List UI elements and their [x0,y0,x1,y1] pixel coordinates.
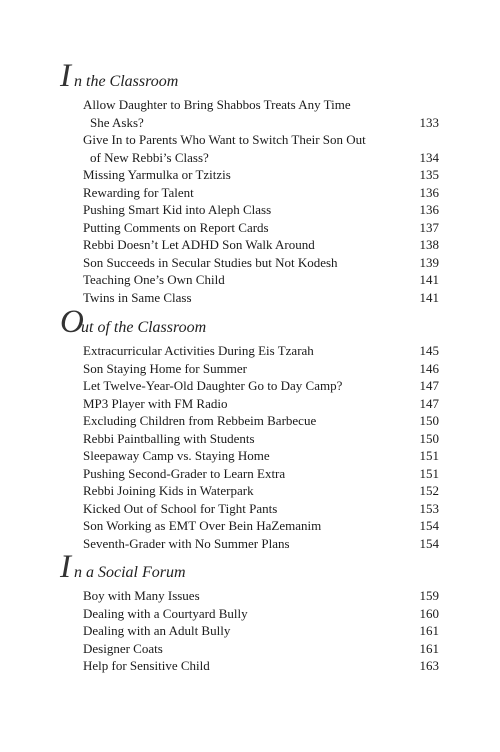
entry-title[interactable]: Kicked Out of School for Tight Pants [83,500,278,516]
toc-entry[interactable] [0,622,500,640]
toc-section [0,551,500,675]
toc-entry[interactable] [0,360,500,378]
page-number: 136 [419,202,439,217]
entry-title[interactable]: Pushing Smart Kid into Aleph Class [83,202,272,217]
heading-initial: I [60,549,71,585]
page-number: 152 [419,483,439,498]
entry-title[interactable]: Allow Daughter to Bring Shabbos Treats Any Time [83,97,351,112]
page-number: 139 [419,254,439,270]
page-number: 134 [419,149,439,165]
entry-title[interactable]: Help for Sensitive Child [83,658,210,673]
entry-list [0,342,500,552]
toc-entry[interactable] [0,395,500,413]
toc-entry[interactable] [0,412,500,430]
entry-title-cont[interactable]: of New Rebbi’s Class? [90,149,209,165]
toc-entry[interactable] [0,96,500,114]
toc-entry[interactable] [0,430,500,448]
toc-entry[interactable] [0,465,500,483]
entry-title[interactable]: Pushing Second-Grader to Learn Extra [83,465,286,481]
entry-title[interactable]: Putting Comments on Report Cards [83,219,269,235]
entry-title[interactable]: Twins in Same Class [83,289,192,305]
entry-title[interactable]: Sleepaway Camp vs. Staying Home [83,448,270,463]
toc-entry[interactable] [0,517,500,535]
entry-title[interactable]: Rewarding for Talent [83,184,194,200]
toc-entry[interactable] [0,201,500,219]
page-number: 151 [419,448,439,463]
heading-text: n the Classroom [74,73,179,90]
toc-entry[interactable] [0,271,500,289]
toc-entry[interactable] [0,131,500,149]
toc-entry[interactable] [0,657,500,675]
page-number: 163 [419,658,439,673]
heading-initial: O [60,304,84,340]
page-number: 150 [419,413,439,428]
page-number: 160 [419,605,439,621]
toc-entry-cont[interactable] [0,149,500,167]
page-number: 136 [419,184,439,200]
page-number: 161 [419,623,439,638]
toc-entry[interactable] [0,236,500,254]
entry-title[interactable]: Rebbi Doesn’t Let ADHD Son Walk Around [83,237,315,252]
entry-title[interactable]: Dealing with an Adult Bully [83,623,231,638]
entry-title[interactable]: Designer Coats [83,640,163,656]
page-number: 161 [419,640,439,656]
entry-title[interactable]: Son Succeeds in Secular Studies but Not Kodesh [83,254,338,270]
toc-entry[interactable] [0,377,500,395]
page-number: 141 [419,289,439,305]
entry-title[interactable]: Dealing with a Courtyard Bully [83,605,248,621]
page-number: 150 [419,430,439,446]
entry-title[interactable]: Let Twelve-Year-Old Daughter Go to Day Camp? [83,378,343,393]
entry-title[interactable]: Missing Yarmulka or Tzitzis [83,167,231,182]
toc-entry[interactable] [0,640,500,658]
entry-title[interactable]: Teaching One’s Own Child [83,272,225,287]
page-number: 147 [419,395,439,411]
toc-entry[interactable] [0,447,500,465]
entry-list [0,96,500,306]
entry-title[interactable]: Boy with Many Issues [83,588,200,603]
page-number: 146 [419,360,439,376]
toc-entry[interactable] [0,500,500,518]
page-number: 137 [419,219,439,235]
toc-section [0,60,500,306]
toc-entry[interactable] [0,254,500,272]
toc-entry[interactable] [0,605,500,623]
page-number: 153 [419,500,439,516]
entry-title[interactable]: Excluding Children from Rebbeim Barbecue [83,413,317,428]
toc-section [0,306,500,552]
entry-title[interactable]: MP3 Player with FM Radio [83,395,228,411]
page-number: 138 [419,237,439,252]
section-heading [0,551,500,587]
heading-text: ut of the Classroom [81,319,207,336]
toc-entry[interactable] [0,219,500,237]
entry-title[interactable]: Give In to Parents Who Want to Switch Their Son Out [83,132,366,147]
page-number: 147 [419,378,439,393]
heading-text: n a Social Forum [74,564,186,581]
page-number: 133 [419,114,439,130]
entry-title[interactable]: Seventh-Grader with No Summer Plans [83,535,290,551]
entry-title-cont[interactable]: She Asks? [90,114,144,130]
entry-title[interactable]: Extracurricular Activities During Eis Tzarah [83,343,314,358]
section-heading [0,306,500,342]
toc-entry[interactable] [0,184,500,202]
entry-list [0,587,500,675]
toc-entry[interactable] [0,535,500,553]
toc-entry[interactable] [0,482,500,500]
toc-entry[interactable] [0,587,500,605]
entry-title[interactable]: Son Staying Home for Summer [83,360,247,376]
page-number: 135 [419,167,439,182]
page-number: 151 [419,465,439,481]
section-heading [0,60,500,96]
page-number: 154 [419,518,439,533]
toc-entry[interactable] [0,166,500,184]
toc-entry[interactable] [0,342,500,360]
entry-title[interactable]: Rebbi Joining Kids in Waterpark [83,483,254,498]
page-number: 141 [419,272,439,287]
page-number: 159 [419,588,439,603]
page-number: 145 [419,343,439,358]
heading-initial: I [60,58,71,94]
entry-title[interactable]: Son Working as EMT Over Bein HaZemanim [83,518,322,533]
page-number: 154 [419,535,439,551]
entry-title[interactable]: Rebbi Paintballing with Students [83,430,255,446]
toc-entry-cont[interactable] [0,114,500,132]
